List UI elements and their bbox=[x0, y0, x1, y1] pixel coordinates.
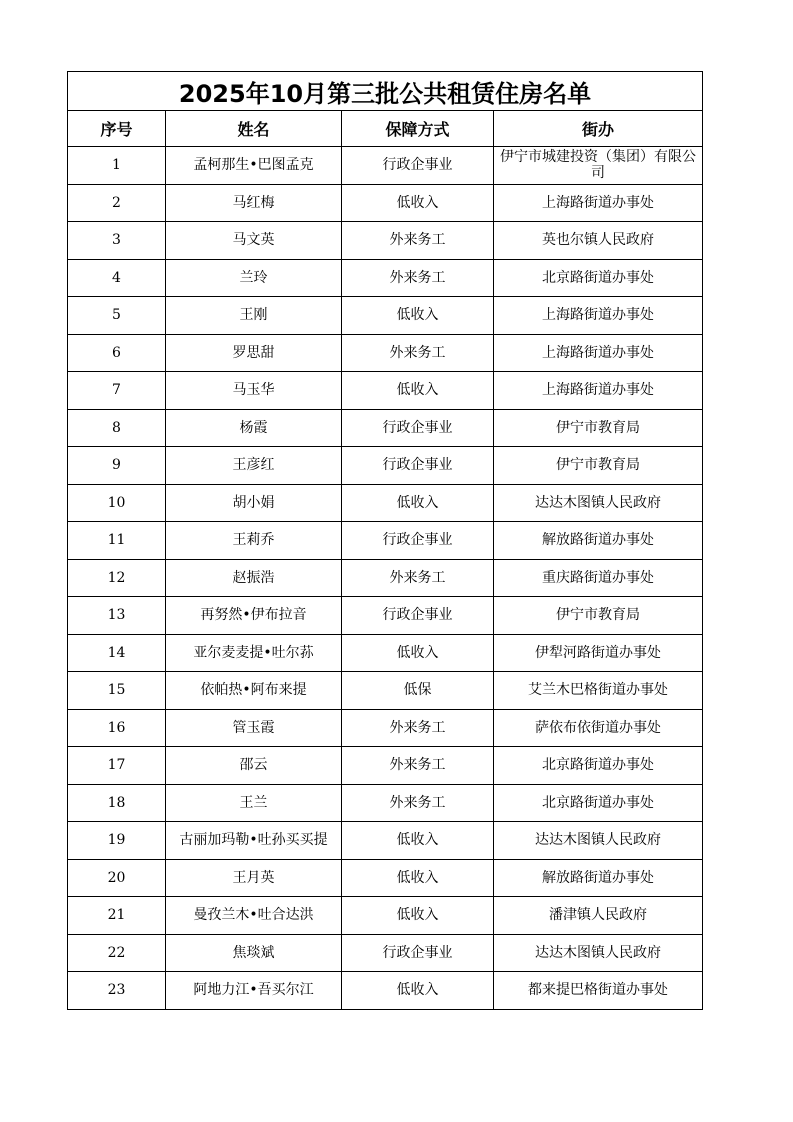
cell-street bbox=[494, 747, 703, 785]
cell-street-text: 北京路街道办事处 bbox=[542, 269, 654, 286]
cell-type bbox=[342, 934, 494, 972]
cell-type bbox=[342, 709, 494, 747]
title-row bbox=[68, 72, 703, 111]
cell-type-text: 低收入 bbox=[396, 907, 439, 924]
table-row bbox=[68, 859, 703, 897]
table-row bbox=[68, 747, 703, 785]
cell-street-text: 上海路街道办事处 bbox=[542, 382, 654, 399]
cell-seq bbox=[68, 597, 166, 635]
cell-seq-text: 14 bbox=[107, 644, 126, 661]
cell-street bbox=[494, 409, 703, 447]
cell-street-text: 重庆路街道办事处 bbox=[542, 569, 654, 586]
cell-name bbox=[166, 372, 342, 410]
cell-seq-text: 3 bbox=[112, 232, 121, 249]
cell-type-text: 低保 bbox=[403, 682, 432, 699]
cell-seq bbox=[68, 822, 166, 860]
cell-name bbox=[166, 222, 342, 260]
cell-street bbox=[494, 372, 703, 410]
cell-type bbox=[342, 672, 494, 710]
cell-name bbox=[166, 634, 342, 672]
cell-seq bbox=[68, 184, 166, 222]
cell-type bbox=[342, 372, 494, 410]
cell-street-text: 伊犁河路街道办事处 bbox=[535, 644, 661, 661]
cell-seq bbox=[68, 559, 166, 597]
cell-seq bbox=[68, 447, 166, 485]
cell-street-text: 伊宁市城建投资（集团）有限公司 bbox=[500, 149, 696, 182]
cell-name-text: 马玉华 bbox=[232, 382, 275, 399]
cell-street-text: 达达木图镇人民政府 bbox=[535, 944, 661, 961]
cell-seq-text: 19 bbox=[107, 832, 126, 849]
header-row bbox=[68, 111, 703, 147]
cell-type-text: 行政企事业 bbox=[382, 532, 453, 549]
cell-name bbox=[166, 972, 342, 1010]
cell-type bbox=[342, 447, 494, 485]
cell-name-text: 王刚 bbox=[239, 307, 268, 324]
cell-seq-text: 1 bbox=[112, 157, 121, 174]
cell-type-text: 低收入 bbox=[396, 869, 439, 886]
cell-seq bbox=[68, 259, 166, 297]
cell-street-text: 北京路街道办事处 bbox=[542, 794, 654, 811]
cell-name-text: 马文英 bbox=[232, 232, 275, 249]
cell-seq bbox=[68, 634, 166, 672]
table-row bbox=[68, 372, 703, 410]
cell-seq-text: 11 bbox=[107, 532, 126, 549]
table-row bbox=[68, 784, 703, 822]
cell-seq-text: 10 bbox=[107, 494, 126, 511]
cell-street bbox=[494, 822, 703, 860]
cell-seq bbox=[68, 409, 166, 447]
cell-name bbox=[166, 409, 342, 447]
table-row bbox=[68, 709, 703, 747]
cell-type-text: 低收入 bbox=[396, 194, 439, 211]
table-row bbox=[68, 822, 703, 860]
sheet-title: 2025年10月第三批公共租赁住房名单 bbox=[68, 72, 703, 111]
cell-type bbox=[342, 259, 494, 297]
cell-name-text: 阿地力江•吾买尔江 bbox=[193, 982, 314, 999]
cell-seq bbox=[68, 972, 166, 1010]
cell-seq-text: 15 bbox=[107, 682, 126, 699]
cell-seq bbox=[68, 897, 166, 935]
cell-type-text: 外来务工 bbox=[389, 757, 446, 774]
cell-type-text: 行政企事业 bbox=[382, 157, 453, 174]
cell-type bbox=[342, 634, 494, 672]
cell-seq bbox=[68, 784, 166, 822]
cell-seq-text: 7 bbox=[112, 382, 121, 399]
cell-name-text: 兰玲 bbox=[239, 269, 268, 286]
table-row bbox=[68, 447, 703, 485]
cell-seq-text: 8 bbox=[112, 419, 121, 436]
header-name: 姓名 bbox=[166, 111, 342, 147]
cell-name-text: 罗思甜 bbox=[232, 344, 275, 361]
cell-name-text: 孟柯那生•巴图孟克 bbox=[193, 157, 314, 174]
cell-type-text: 行政企事业 bbox=[382, 457, 453, 474]
cell-name-text: 焦琰斌 bbox=[232, 944, 275, 961]
cell-seq bbox=[68, 372, 166, 410]
cell-type-text: 外来务工 bbox=[389, 719, 446, 736]
cell-seq bbox=[68, 934, 166, 972]
cell-name-text: 杨霞 bbox=[239, 419, 268, 436]
cell-name-text: 王莉乔 bbox=[232, 532, 275, 549]
cell-name-text: 邵云 bbox=[239, 757, 268, 774]
cell-type-text: 低收入 bbox=[396, 307, 439, 324]
cell-name-text: 胡小娟 bbox=[232, 494, 275, 511]
header-street: 街办 bbox=[494, 111, 703, 147]
cell-name bbox=[166, 822, 342, 860]
cell-street-text: 解放路街道办事处 bbox=[542, 532, 654, 549]
cell-street bbox=[494, 484, 703, 522]
cell-name bbox=[166, 597, 342, 635]
cell-seq-text: 23 bbox=[107, 982, 126, 999]
cell-name bbox=[166, 897, 342, 935]
cell-seq-text: 20 bbox=[107, 869, 126, 886]
cell-type bbox=[342, 147, 494, 185]
cell-name bbox=[166, 672, 342, 710]
cell-name-text: 再努然•伊布拉音 bbox=[200, 607, 307, 624]
cell-type-text: 行政企事业 bbox=[382, 419, 453, 436]
cell-name bbox=[166, 484, 342, 522]
cell-street-text: 达达木图镇人民政府 bbox=[535, 494, 661, 511]
housing-list-sheet bbox=[67, 71, 702, 1010]
cell-street bbox=[494, 147, 703, 185]
cell-type bbox=[342, 972, 494, 1010]
cell-type bbox=[342, 522, 494, 560]
cell-seq bbox=[68, 147, 166, 185]
cell-type-text: 低收入 bbox=[396, 832, 439, 849]
table-row bbox=[68, 297, 703, 335]
cell-name-text: 曼孜兰木•吐合达洪 bbox=[193, 907, 314, 924]
cell-name bbox=[166, 334, 342, 372]
cell-seq-text: 2 bbox=[112, 194, 121, 211]
cell-seq-text: 12 bbox=[107, 569, 126, 586]
header-seq: 序号 bbox=[68, 111, 166, 147]
cell-street-text: 英也尔镇人民政府 bbox=[542, 232, 654, 249]
cell-street bbox=[494, 447, 703, 485]
cell-name-text: 古丽加玛勒•吐孙买买提 bbox=[179, 832, 328, 849]
table-row bbox=[68, 259, 703, 297]
table-row bbox=[68, 334, 703, 372]
cell-type bbox=[342, 897, 494, 935]
cell-type bbox=[342, 784, 494, 822]
cell-type-text: 外来务工 bbox=[389, 269, 446, 286]
cell-type bbox=[342, 484, 494, 522]
table-row bbox=[68, 222, 703, 260]
cell-street bbox=[494, 972, 703, 1010]
cell-seq bbox=[68, 484, 166, 522]
cell-type-text: 外来务工 bbox=[389, 344, 446, 361]
cell-street bbox=[494, 297, 703, 335]
cell-type bbox=[342, 297, 494, 335]
cell-seq bbox=[68, 859, 166, 897]
cell-type-text: 低收入 bbox=[396, 494, 439, 511]
cell-name-text: 依帕热•阿布来提 bbox=[200, 682, 307, 699]
table-row bbox=[68, 634, 703, 672]
cell-name-text: 王兰 bbox=[239, 794, 268, 811]
cell-name-text: 王彦红 bbox=[232, 457, 275, 474]
cell-seq bbox=[68, 747, 166, 785]
cell-street bbox=[494, 859, 703, 897]
cell-street-text: 都来提巴格街道办事处 bbox=[528, 982, 668, 999]
cell-type bbox=[342, 559, 494, 597]
cell-name bbox=[166, 709, 342, 747]
cell-name bbox=[166, 859, 342, 897]
cell-name bbox=[166, 934, 342, 972]
cell-name bbox=[166, 559, 342, 597]
cell-street bbox=[494, 522, 703, 560]
cell-name-text: 马红梅 bbox=[232, 194, 275, 211]
cell-street-text: 艾兰木巴格街道办事处 bbox=[528, 682, 668, 699]
cell-seq-text: 18 bbox=[107, 794, 126, 811]
cell-street bbox=[494, 222, 703, 260]
cell-type bbox=[342, 859, 494, 897]
cell-seq-text: 13 bbox=[107, 607, 126, 624]
cell-seq-text: 21 bbox=[107, 907, 126, 924]
cell-street-text: 解放路街道办事处 bbox=[542, 869, 654, 886]
cell-seq bbox=[68, 672, 166, 710]
cell-type-text: 外来务工 bbox=[389, 232, 446, 249]
cell-type-text: 低收入 bbox=[396, 644, 439, 661]
cell-street-text: 上海路街道办事处 bbox=[542, 194, 654, 211]
cell-type-text: 低收入 bbox=[396, 982, 439, 999]
cell-seq-text: 4 bbox=[112, 269, 121, 286]
cell-street-text: 上海路街道办事处 bbox=[542, 307, 654, 324]
cell-street-text: 上海路街道办事处 bbox=[542, 344, 654, 361]
cell-seq-text: 9 bbox=[112, 457, 121, 474]
cell-type bbox=[342, 184, 494, 222]
cell-street-text: 达达木图镇人民政府 bbox=[535, 832, 661, 849]
cell-type bbox=[342, 597, 494, 635]
cell-name bbox=[166, 784, 342, 822]
cell-street-text: 北京路街道办事处 bbox=[542, 757, 654, 774]
cell-seq-text: 6 bbox=[112, 344, 121, 361]
cell-street bbox=[494, 259, 703, 297]
cell-street bbox=[494, 634, 703, 672]
cell-type-text: 外来务工 bbox=[389, 569, 446, 586]
table-row bbox=[68, 972, 703, 1010]
table-row bbox=[68, 184, 703, 222]
cell-type bbox=[342, 409, 494, 447]
cell-street-text: 伊宁市教育局 bbox=[556, 607, 640, 624]
cell-street bbox=[494, 934, 703, 972]
table-row bbox=[68, 147, 703, 185]
cell-name bbox=[166, 522, 342, 560]
cell-seq-text: 16 bbox=[107, 719, 126, 736]
table-row bbox=[68, 484, 703, 522]
cell-name bbox=[166, 259, 342, 297]
cell-seq bbox=[68, 297, 166, 335]
cell-type bbox=[342, 334, 494, 372]
table-row bbox=[68, 559, 703, 597]
cell-name bbox=[166, 147, 342, 185]
table-row bbox=[68, 897, 703, 935]
table-row bbox=[68, 672, 703, 710]
cell-street-text: 伊宁市教育局 bbox=[556, 419, 640, 436]
cell-street bbox=[494, 709, 703, 747]
cell-street bbox=[494, 897, 703, 935]
cell-street bbox=[494, 672, 703, 710]
cell-name-text: 王月英 bbox=[232, 869, 275, 886]
cell-seq bbox=[68, 334, 166, 372]
cell-type bbox=[342, 747, 494, 785]
cell-type-text: 低收入 bbox=[396, 382, 439, 399]
cell-seq-text: 5 bbox=[112, 307, 121, 324]
cell-street bbox=[494, 184, 703, 222]
cell-seq bbox=[68, 709, 166, 747]
table-row bbox=[68, 522, 703, 560]
cell-type bbox=[342, 822, 494, 860]
cell-name bbox=[166, 297, 342, 335]
cell-type-text: 行政企事业 bbox=[382, 607, 453, 624]
housing-list-table bbox=[67, 71, 703, 1010]
cell-street bbox=[494, 559, 703, 597]
header-type: 保障方式 bbox=[342, 111, 494, 147]
cell-type-text: 行政企事业 bbox=[382, 944, 453, 961]
cell-street-text: 伊宁市教育局 bbox=[556, 457, 640, 474]
cell-seq bbox=[68, 522, 166, 560]
table-body bbox=[68, 147, 703, 1010]
cell-name bbox=[166, 184, 342, 222]
cell-name-text: 亚尔麦麦提•吐尔荪 bbox=[193, 644, 314, 661]
cell-type bbox=[342, 222, 494, 260]
cell-seq bbox=[68, 222, 166, 260]
cell-street-text: 萨依布依街道办事处 bbox=[535, 719, 661, 736]
cell-name-text: 赵振浩 bbox=[232, 569, 275, 586]
cell-name bbox=[166, 747, 342, 785]
table-row bbox=[68, 934, 703, 972]
table-row bbox=[68, 409, 703, 447]
cell-type-text: 外来务工 bbox=[389, 794, 446, 811]
cell-street-text: 潘津镇人民政府 bbox=[549, 907, 647, 924]
cell-street bbox=[494, 334, 703, 372]
cell-seq-text: 17 bbox=[107, 757, 126, 774]
cell-name bbox=[166, 447, 342, 485]
cell-street bbox=[494, 597, 703, 635]
cell-name-text: 管玉霞 bbox=[232, 719, 275, 736]
cell-street bbox=[494, 784, 703, 822]
table-row bbox=[68, 597, 703, 635]
cell-seq-text: 22 bbox=[107, 944, 126, 961]
